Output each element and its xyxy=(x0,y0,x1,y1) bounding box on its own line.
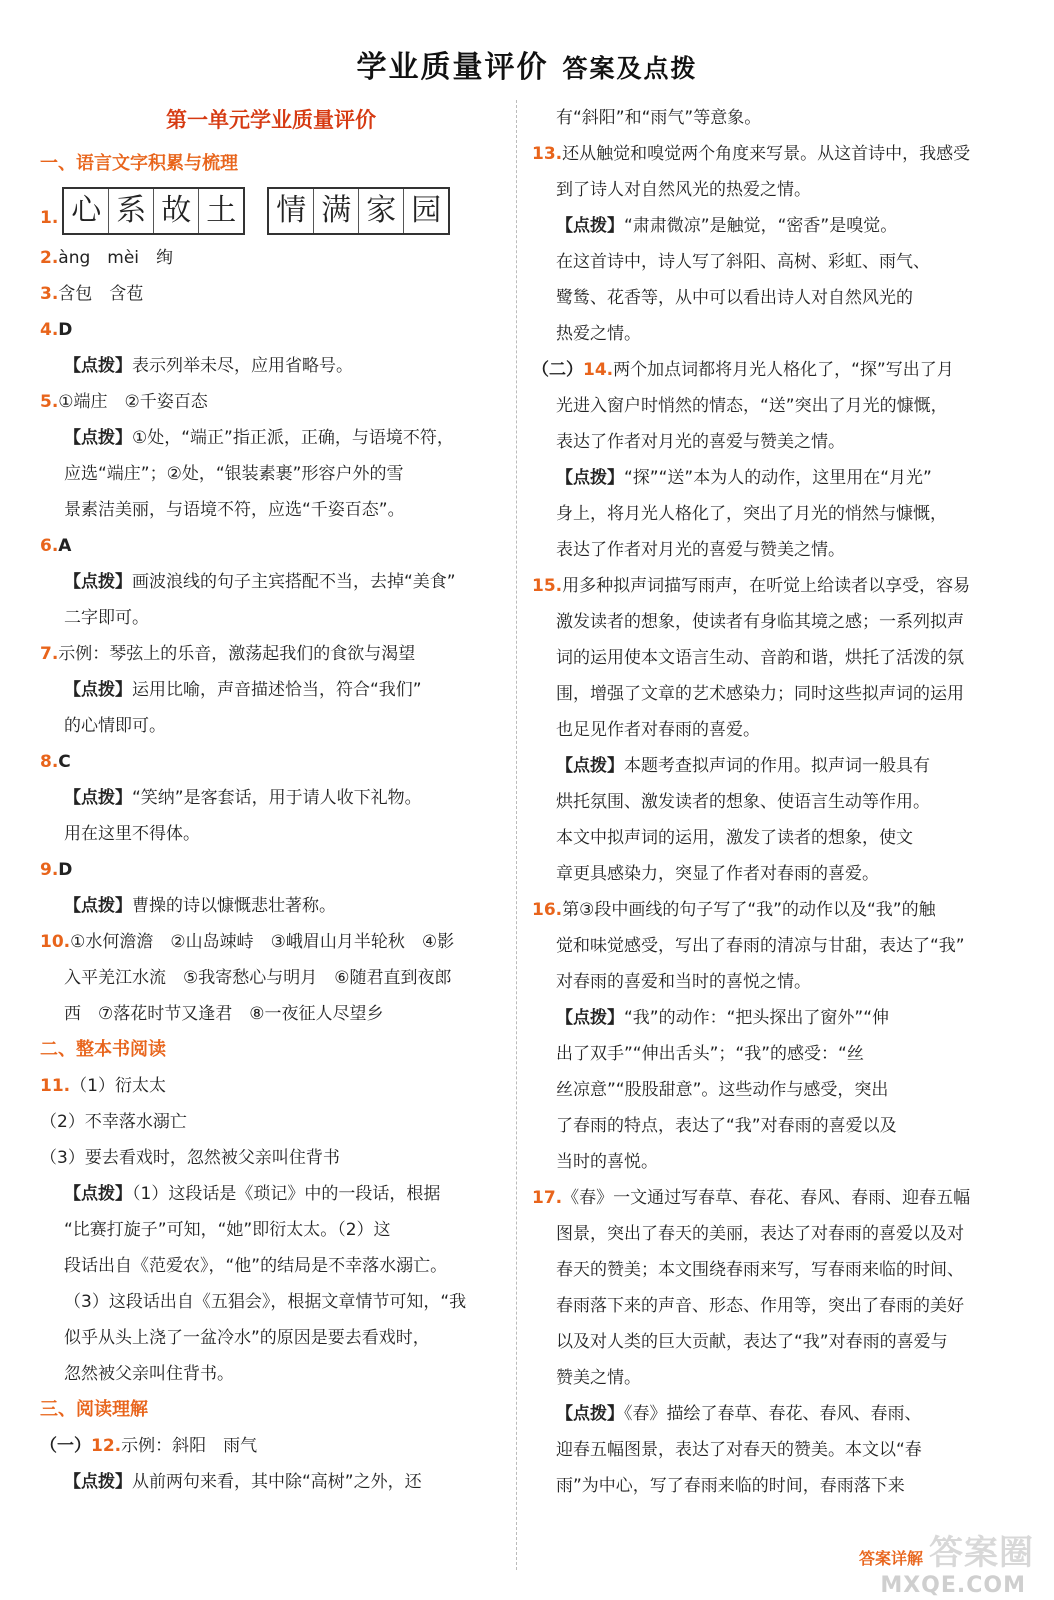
line-text: 示例：琴弦上的乐音，激荡起我们的食欲与渴望 xyxy=(58,644,416,664)
answer-line xyxy=(40,672,502,708)
answer-line xyxy=(532,1252,998,1288)
line-text: “比赛打旋子”可知，“她”即衍太太。（2）这 xyxy=(64,1220,391,1240)
answer-line xyxy=(532,568,998,604)
line-text: 有“斜阳”和“雨气”等意象。 xyxy=(556,108,762,128)
answer-line xyxy=(532,1360,998,1396)
answer-line xyxy=(532,1432,998,1468)
answer-line xyxy=(532,100,998,136)
answer-line xyxy=(532,1144,998,1180)
tip-label: 【点拨】 xyxy=(64,896,132,916)
answer-line xyxy=(532,172,998,208)
answer-line xyxy=(532,604,998,640)
char-box: 家 xyxy=(359,189,404,233)
answer-line xyxy=(40,492,502,528)
line-text: 还从触觉和嗅觉两个角度来写景。从这首诗中，我感受 xyxy=(562,144,971,164)
line-text: 表示列举未尽，应用省略号。 xyxy=(132,356,353,376)
question-number: 17. xyxy=(532,1188,563,1208)
answer-line xyxy=(40,456,502,492)
line-text: 两个加点词都将月光人格化了，“探”写出了月 xyxy=(613,360,954,380)
tip-label: 【点拨】 xyxy=(64,680,132,700)
char-box: 系 xyxy=(109,189,154,233)
answer-line xyxy=(40,420,502,456)
line-text: 西 ⑦落花时节又逢君 ⑧一夜征人尽望乡 xyxy=(64,1004,384,1024)
tip-label: 【点拨】 xyxy=(556,216,624,236)
line-text: 图景，突出了春天的美丽，表达了对春雨的喜爱以及对 xyxy=(556,1224,964,1244)
answer-line xyxy=(532,280,998,316)
line-text: 含包 含苞 xyxy=(58,284,144,304)
answer-line xyxy=(532,136,998,172)
answer-line xyxy=(40,348,502,384)
answer-line xyxy=(40,312,502,348)
answer-line xyxy=(40,384,502,420)
line-text: 画波浪线的句子主宾搭配不当，去掉“美食” xyxy=(132,572,456,592)
answer-line xyxy=(532,460,998,496)
line-text: àng mèi 绚 xyxy=(58,248,174,268)
line-text: “探”“送”本为人的动作，这里用在“月光” xyxy=(624,468,932,488)
line-text: 忽然被父亲叫住背书。 xyxy=(64,1364,234,1384)
answer-line xyxy=(532,1468,998,1504)
line-text: 从前两句来看，其中除“高树”之外，还 xyxy=(132,1472,422,1492)
section-heading xyxy=(40,146,502,182)
unit-title: 第一单元学业质量评价 xyxy=(166,108,376,132)
line-text: 春天的赞美；本文围绕春雨来写，写春雨来临的时间、 xyxy=(556,1260,964,1280)
question-number: 10. xyxy=(40,932,71,952)
answer-line xyxy=(40,888,502,924)
answer-line xyxy=(40,1428,502,1464)
answer-line xyxy=(532,928,998,964)
answer-line xyxy=(40,276,502,312)
question-number: 8. xyxy=(40,752,59,772)
question-number: 15. xyxy=(532,576,563,596)
tip-label: 【点拨】 xyxy=(556,756,624,776)
answer-line xyxy=(532,1000,998,1036)
answer-line xyxy=(532,316,998,352)
answer-line xyxy=(532,784,998,820)
watermark-url: MXQE.COM xyxy=(880,1573,1026,1598)
line-text: 当时的喜悦。 xyxy=(556,1152,658,1172)
line-text: 第③段中画线的句子写了“我”的动作以及“我”的触 xyxy=(562,900,936,920)
tip-label: 【点拨】 xyxy=(64,1472,132,1492)
line-text: 丝凉意”“股股甜意”。这些动作与感受，突出 xyxy=(556,1080,889,1100)
answer-line xyxy=(40,996,502,1032)
line-text: 雨”为中心，写了春雨来临的时间，春雨落下来 xyxy=(556,1476,905,1496)
answer-line xyxy=(532,208,998,244)
answer-line xyxy=(40,240,502,276)
answer-choice: D xyxy=(58,320,73,340)
char-box: 园 xyxy=(411,193,442,228)
section-title: 二、整本书阅读 xyxy=(40,1039,166,1060)
line-text: 热爱之情。 xyxy=(556,324,641,344)
answer-line xyxy=(532,424,998,460)
answer-line xyxy=(532,676,998,712)
question-number: 16. xyxy=(532,900,563,920)
line-text: 二字即可。 xyxy=(64,608,149,628)
line-text: 景素洁美丽，与语境不符，应选“千姿百态”。 xyxy=(64,500,405,520)
answer-line xyxy=(40,1464,502,1500)
line-text: 出了双手”“伸出舌头”；“我”的感受：“丝 xyxy=(556,1044,864,1064)
line-text: 烘托氛围、激发读者的想象、使语言生动等作用。 xyxy=(556,792,930,812)
answer-choice: A xyxy=(58,536,72,556)
section-heading xyxy=(40,1032,502,1068)
answer-line xyxy=(40,1320,502,1356)
tip-label: 【点拨】 xyxy=(556,1404,624,1424)
answer-line xyxy=(532,712,998,748)
answer-line xyxy=(40,1212,502,1248)
question-number: 4. xyxy=(40,320,59,340)
line-text: （1）衍太太 xyxy=(70,1076,166,1096)
line-text: 到了诗人对自然风光的热爱之情。 xyxy=(556,180,811,200)
question-number: 1. xyxy=(40,208,59,228)
answer-line xyxy=(40,924,502,960)
answer-line xyxy=(532,820,998,856)
answer-line xyxy=(532,640,998,676)
question-number: 3. xyxy=(40,284,59,304)
answer-line xyxy=(40,816,502,852)
line-text: “肃肃微凉”是触觉，“密香”是嗅觉。 xyxy=(624,216,898,236)
section-heading xyxy=(40,1392,502,1428)
answer-line xyxy=(40,1176,502,1212)
answer-line xyxy=(40,1104,502,1140)
line-text: 以及对人类的巨大贡献，表达了“我”对春雨的喜爱与 xyxy=(556,1332,948,1352)
question-number: 12. xyxy=(91,1436,122,1456)
line-text: “我”的动作：“把头探出了窗外”“伸 xyxy=(624,1008,890,1028)
tip-label: 【点拨】 xyxy=(556,1008,624,1028)
column-divider xyxy=(516,100,517,1570)
line-text: 也足见作者对春雨的喜爱。 xyxy=(556,720,760,740)
answer-line xyxy=(40,744,502,780)
char-box: 故 xyxy=(154,189,199,233)
answer-line xyxy=(532,892,998,928)
answer-line xyxy=(532,1036,998,1072)
char-box: 土 xyxy=(206,193,237,228)
line-text: 章更具感染力，突显了作者对春雨的喜爱。 xyxy=(556,864,879,884)
line-text: （1）这段话是《琐记》中的一段话，根据 xyxy=(132,1184,441,1204)
answer-line xyxy=(532,1108,998,1144)
char-box-group xyxy=(267,187,450,235)
line-text: 在这首诗中，诗人写了斜阳、高树、彩虹、雨气、 xyxy=(556,252,930,272)
line-text: 赞美之情。 xyxy=(556,1368,641,1388)
tip-label: 【点拨】 xyxy=(64,356,132,376)
line-text: 曹操的诗以慷慨悲壮著称。 xyxy=(132,896,336,916)
question-number: 6. xyxy=(40,536,59,556)
answer-line xyxy=(40,1356,502,1392)
answer-line xyxy=(40,1068,502,1104)
line-text: （2）不幸落水溺亡 xyxy=(40,1112,187,1132)
answer-line xyxy=(532,1396,998,1432)
question-number: 14. xyxy=(583,360,614,380)
answer-line xyxy=(40,600,502,636)
question-number: 5. xyxy=(40,392,59,412)
question-number: 7. xyxy=(40,644,59,664)
line-text: 觉和味觉感受，写出了春雨的清凉与甘甜，表达了“我” xyxy=(556,936,965,956)
line-text: 应选“端庄”；②处，“银装素裹”形容户外的雪 xyxy=(64,464,404,484)
line-text: 运用比喻，声音描述恰当，符合“我们” xyxy=(132,680,422,700)
line-text: 入平羌江水流 ⑤我寄愁心与明月 ⑥随君直到夜郎 xyxy=(64,968,452,988)
tip-label: 【点拨】 xyxy=(64,572,132,592)
char-box: 情 xyxy=(269,189,314,233)
line-text: 用多种拟声词描写雨声，在听觉上给读者以享受，容易 xyxy=(562,576,971,596)
line-text: 了春雨的特点，表达了“我”对春雨的喜爱以及 xyxy=(556,1116,897,1136)
line-text: 迎春五幅图景，表达了对春天的赞美。本文以“春 xyxy=(556,1440,922,1460)
answer-line xyxy=(532,748,998,784)
section-title: 三、阅读理解 xyxy=(40,1399,148,1420)
line-text: 身上，将月光人格化了，突出了月光的悄然与慷慨， xyxy=(556,504,947,524)
line-text: 表达了作者对月光的喜爱与赞美之情。 xyxy=(556,432,845,452)
line-text: 表达了作者对月光的喜爱与赞美之情。 xyxy=(556,540,845,560)
line-text: ①端庄 ②千姿百态 xyxy=(58,392,208,412)
line-text: 段话出自《范爱农》，“他”的结局是不幸落水溺亡。 xyxy=(64,1256,448,1276)
line-text: （3）要去看戏时，忽然被父亲叫住背书 xyxy=(40,1148,340,1168)
line-text: 似乎从头上浇了一盆冷水”的原因是要去看戏时， xyxy=(64,1328,430,1348)
footer-label: 答案详解 xyxy=(858,1549,923,1568)
answer-line xyxy=(532,496,998,532)
subsection-label: （二） xyxy=(532,360,583,380)
page-title-sub: 答案及点拨 xyxy=(562,54,698,83)
tip-label: 【点拨】 xyxy=(64,1184,132,1204)
answer-line xyxy=(40,780,502,816)
line-text: 用在这里不得体。 xyxy=(64,824,200,844)
question-1-boxes xyxy=(40,182,502,240)
line-text: 光进入窗户时悄然的情态，“送”突出了月光的慷慨， xyxy=(556,396,948,416)
char-box-group xyxy=(62,187,245,235)
answer-line xyxy=(532,1288,998,1324)
line-text: 《春》描绘了春草、春花、春风、春雨、 xyxy=(624,1404,922,1424)
answer-line xyxy=(40,528,502,564)
left-column xyxy=(40,100,502,1500)
page-title-main: 学业质量评价 xyxy=(356,50,549,85)
line-text: 示例：斜阳 雨气 xyxy=(121,1436,258,1456)
line-text: ①处，“端正”指正派，正确，与语境不符， xyxy=(132,428,454,448)
tip-label: 【点拨】 xyxy=(64,428,132,448)
answer-choice: D xyxy=(58,860,73,880)
answer-line xyxy=(532,964,998,1000)
line-text: ①水何澹澹 ②山岛竦峙 ③峨眉山月半轮秋 ④影 xyxy=(70,932,455,952)
line-text: 《春》一文通过写春草、春花、春风、春雨、迎春五幅 xyxy=(562,1188,971,1208)
question-number: 11. xyxy=(40,1076,71,1096)
answer-line xyxy=(40,636,502,672)
answer-line xyxy=(532,244,998,280)
tip-label: 【点拨】 xyxy=(64,788,132,808)
line-text: 鹭鸶、花香等，从中可以看出诗人对自然风光的 xyxy=(556,288,913,308)
line-text: 激发读者的想象，使读者有身临其境之感；一系列拟声 xyxy=(556,612,964,632)
question-number: 9. xyxy=(40,860,59,880)
answer-line xyxy=(40,852,502,888)
line-text: 围，增强了文章的艺术感染力；同时这些拟声词的运用 xyxy=(556,684,964,704)
answer-line xyxy=(532,856,998,892)
answer-line xyxy=(532,1216,998,1252)
question-number: 2. xyxy=(40,248,59,268)
answer-line xyxy=(532,1072,998,1108)
answer-line xyxy=(532,352,998,388)
line-text: 本文中拟声词的运用，激发了读者的想象，使文 xyxy=(556,828,913,848)
char-box: 心 xyxy=(64,189,109,233)
line-text: （3）这段话出自《五猖会》，根据文章情节可知，“我 xyxy=(64,1292,467,1312)
footer-watermark xyxy=(859,1525,1034,1574)
line-text: 对春雨的喜爱和当时的喜悦之情。 xyxy=(556,972,811,992)
section-title: 一、语言文字积累与梳理 xyxy=(40,153,238,174)
page-title xyxy=(0,42,1054,86)
answer-line xyxy=(532,1180,998,1216)
answer-line xyxy=(40,564,502,600)
answer-line xyxy=(40,1140,502,1176)
answer-line xyxy=(532,388,998,424)
char-box: 满 xyxy=(314,189,359,233)
answer-line xyxy=(40,708,502,744)
tip-label: 【点拨】 xyxy=(556,468,624,488)
subsection-label: （一） xyxy=(40,1436,91,1456)
answer-line xyxy=(40,1284,502,1320)
watermark-logo: 答案圈 xyxy=(929,1533,1034,1573)
right-column xyxy=(532,100,998,1504)
answer-line xyxy=(532,1324,998,1360)
line-text: 本题考查拟声词的作用。拟声词一般具有 xyxy=(624,756,930,776)
line-text: “笑纳”是客套话，用于请人收下礼物。 xyxy=(132,788,422,808)
line-text: 的心情即可。 xyxy=(64,716,166,736)
answer-line xyxy=(532,532,998,568)
answer-line xyxy=(40,960,502,996)
answer-line xyxy=(40,1248,502,1284)
question-number: 13. xyxy=(532,144,563,164)
answer-choice: C xyxy=(58,752,71,772)
line-text: 春雨落下来的声音、形态、作用等，突出了春雨的美好 xyxy=(556,1296,964,1316)
line-text: 词的运用使本文语言生动、音韵和谐，烘托了活泼的氛 xyxy=(556,648,964,668)
